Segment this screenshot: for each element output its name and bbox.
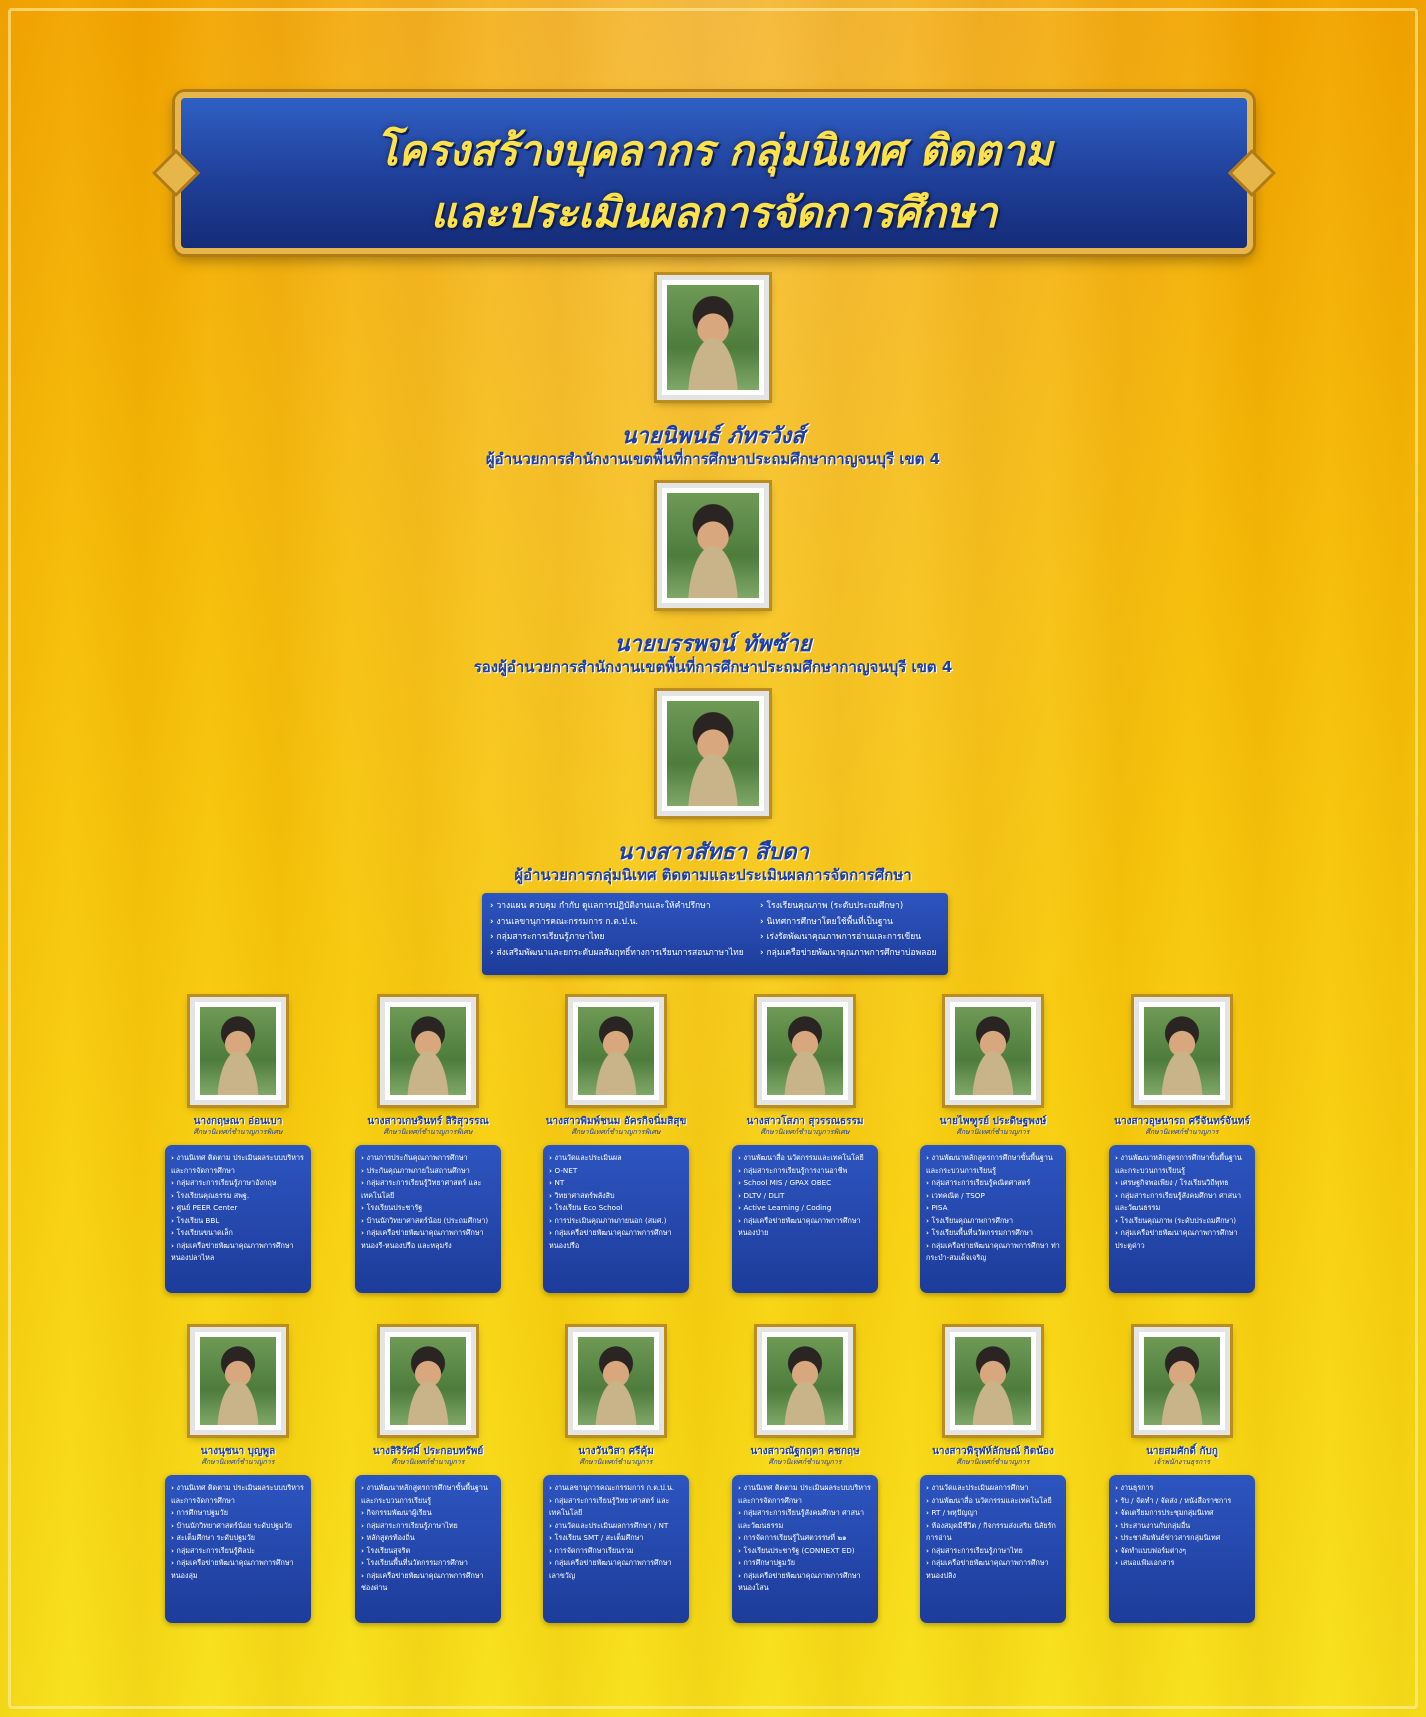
staff-name: นางสาวอุษนารถ ศรีจันทร์จันทร์ (1114, 1116, 1250, 1127)
duty-item: › ประสานงานกับกลุ่มอื่น (1115, 1520, 1249, 1533)
executive-title: ผู้อำนวยการสำนักงานเขตพื้นที่การศึกษาประถมศึกษากาญจนบุรี เขต 4 (485, 450, 941, 468)
staff-photo (1134, 1327, 1230, 1435)
portrait-image (667, 701, 759, 806)
duties-list (926, 1482, 1060, 1582)
staff-position: ศึกษานิเทศก์ชำนาญการ (201, 1458, 275, 1466)
duty-item: › NT (549, 1177, 683, 1190)
duty-item: › กลุ่มสาระการเรียนรู้ภาษาไทย (926, 1545, 1060, 1558)
duties-left-list (490, 899, 760, 969)
duty-item: › กลุ่มสาระการเรียนรู้ภาษาไทย (490, 930, 760, 946)
duty-item: › โรงเรียนขนาดเล็ก (171, 1227, 305, 1240)
executive-photo (657, 691, 769, 816)
staff-position: ศึกษานิเทศก์ชำนาญการ (768, 1458, 842, 1466)
duty-item: › สะเต็มศึกษา ระดับปฐมวัย (171, 1532, 305, 1545)
staff-photo (757, 997, 853, 1105)
staff-photo (757, 1327, 853, 1435)
duty-item: › ห้องสมุดมีชีวิต / กิจกรรมส่งเสริม นิสัยรักการอ่าน (926, 1520, 1060, 1545)
duty-item: › กลุ่มเครือข่ายพัฒนาคุณภาพการศึกษา หนองปลิง (926, 1557, 1060, 1582)
duty-item: › งานเลขานุการคณะกรรมการ ก.ต.ป.น. (490, 915, 760, 931)
duties-list (171, 1482, 305, 1582)
duties-list (549, 1152, 683, 1252)
duties-list (1115, 1152, 1249, 1252)
duty-item: › DLTV / DLIT (738, 1190, 872, 1203)
portrait-image (767, 1007, 843, 1095)
staff-duties-card (165, 1145, 311, 1293)
staff-duties-card (732, 1475, 878, 1623)
duty-item: › โรงเรียน SMT / สะเต็มศึกษา (549, 1532, 683, 1545)
duty-item: › งานพัฒนาหลักสูตรการศึกษาขั้นพื้นฐาน และกระบวนการเรียนรู้ (1115, 1152, 1249, 1177)
portrait-image (390, 1007, 466, 1095)
staff-photo (190, 1327, 286, 1435)
duty-item: › โรงเรียนคุณภาพ (ระดับประถมศึกษา) (1115, 1215, 1249, 1228)
staff-photo (1134, 997, 1230, 1105)
staff-duties-card (543, 1475, 689, 1623)
duty-item: › กิจกรรมพัฒนาผู้เรียน (361, 1507, 495, 1520)
duties-list (738, 1152, 872, 1240)
staff-photo (945, 1327, 1041, 1435)
duty-item: › โรงเรียนคุณภาพ (ระดับประถมศึกษา) (760, 899, 940, 915)
duty-item: › งานพัฒนาสื่อ นวัตกรรมและเทคโนโลยี (926, 1495, 1060, 1508)
duty-item: › กลุ่มเครือข่ายพัฒนาคุณภาพการศึกษา หนองปรือ (549, 1227, 683, 1252)
staff-name: นายสมศักดิ์ กับกู (1146, 1446, 1218, 1457)
staff-duties-card (920, 1475, 1066, 1623)
duty-item: › การศึกษาปฐมวัย (738, 1557, 872, 1570)
staff-duties-card (1109, 1475, 1255, 1623)
duty-item: › โรงเรียนประชารัฐ (CONNEXT ED) (738, 1545, 872, 1558)
duty-item: › เวทคณิต / TSOP (926, 1190, 1060, 1203)
duty-item: › โรงเรียนพื้นที่นวัตกรรมการศึกษา (361, 1557, 495, 1570)
duty-item: › School MIS / GPAX OBEC (738, 1177, 872, 1190)
duty-item: › โรงเรียน Eco School (549, 1202, 683, 1215)
executive-name: นางสาวสัทธา สืบดา (617, 840, 809, 865)
duties-list (549, 1482, 683, 1582)
duty-item: › โรงเรียน BBL (171, 1215, 305, 1228)
staff-position: ศึกษานิเทศก์ชำนาญการ (579, 1458, 653, 1466)
duty-item: › การประเมินคุณภาพภายนอก (สมศ.) (549, 1215, 683, 1228)
duty-item: › กลุ่มสาระการเรียนรู้การงานอาชีพ (738, 1165, 872, 1178)
duty-item: › Active Learning / Coding (738, 1202, 872, 1215)
duty-item: › กลุ่มสาระการเรียนรู้วิทยาศาสตร์ และเทคโนโลยี (549, 1495, 683, 1520)
staff-name: นางสิริรัศมิ์ ประกอบทรัพย์ (372, 1446, 484, 1457)
duties-list (926, 1152, 1060, 1265)
portrait-image (955, 1007, 1031, 1095)
staff-duties-card (355, 1145, 501, 1293)
portrait-image (667, 285, 759, 390)
duty-item: › งานวัดและประเมินผล (549, 1152, 683, 1165)
staff-photo (380, 1327, 476, 1435)
executive-photo (657, 483, 769, 608)
staff-position: ศึกษานิเทศก์ชำนาญการพิเศษ (193, 1128, 283, 1136)
duty-item: › หลักสูตรท้องถิ่น (361, 1532, 495, 1545)
staff-position: ศึกษานิเทศก์ชำนาญการพิเศษ (383, 1128, 473, 1136)
duty-item: › เศรษฐกิจพอเพียง / โรงเรียนวิถีพุทธ (1115, 1177, 1249, 1190)
duty-item: › งานวัดและประเมินผลการศึกษา (926, 1482, 1060, 1495)
duty-item: › จัดทำแบบฟอร์มต่างๆ (1115, 1545, 1249, 1558)
duty-item: › ประชาสัมพันธ์ข่าวสารกลุ่มนิเทศ (1115, 1532, 1249, 1545)
portrait-image (767, 1337, 843, 1425)
duties-list (361, 1482, 495, 1595)
staff-name: นางวันวิสา ศรีคุ้ม (578, 1446, 654, 1457)
staff-name: นายไพฑูรย์ ประดิษฐพงษ์ (939, 1116, 1047, 1127)
duty-item: › โรงเรียนพื้นที่นวัตกรรมการศึกษา (926, 1227, 1060, 1240)
duty-item: › PISA (926, 1202, 1060, 1215)
banner-title-line2: และประเมินผลการจัดการศึกษา (430, 188, 998, 237)
duty-item: › ประกันคุณภาพภายในสถานศึกษา (361, 1165, 495, 1178)
portrait-image (200, 1337, 276, 1425)
staff-duties-card (543, 1145, 689, 1293)
duty-item: › กลุ่มสาระการเรียนรู้ภาษาอังกฤษ (171, 1177, 305, 1190)
staff-name: นางสาวพิมพ์ชนม อัครกิจนิ่มสิสุข (545, 1116, 687, 1127)
staff-name: นางสาวเกษรินทร์ สิริสุวรรณ (367, 1116, 489, 1127)
duty-item: › โรงเรียนคุณธรรม สพฐ. (171, 1190, 305, 1203)
duty-item: › เสนอแฟ้มเอกสาร (1115, 1557, 1249, 1570)
duty-item: › กลุ่มเครือข่ายพัฒนาคุณภาพการศึกษา ประตูด่าว (1115, 1227, 1249, 1252)
duties-right-list (760, 899, 940, 969)
staff-photo (380, 997, 476, 1105)
portrait-image (955, 1337, 1031, 1425)
duty-item: › กลุ่มเครือข่ายพัฒนาคุณภาพการศึกษา หนองลุ่ม (171, 1557, 305, 1582)
duty-item: › RT / พหุปัญญา (926, 1507, 1060, 1520)
staff-position: ศึกษานิเทศก์ชำนาญการ (956, 1458, 1030, 1466)
portrait-image (1144, 1337, 1220, 1425)
duty-item: › งานนิเทศ ติดตาม ประเมินผลระบบบริหาร และการจัดการศึกษา (171, 1152, 305, 1177)
staff-photo (568, 1327, 664, 1435)
staff-name: นางกฤษณา อ่อนเบา (193, 1116, 283, 1127)
duty-item: › กลุ่มเครือข่ายพัฒนาคุณภาพการศึกษา หนองปลาไหล (171, 1240, 305, 1265)
staff-name: นางสาวโสภา สุวรรณธรรม (746, 1116, 864, 1127)
duty-item: › งานวัดและประเมินผลการศึกษา / NT (549, 1520, 683, 1533)
executive-name: นายบรรพจน์ ทัพซ้าย (614, 632, 812, 657)
staff-duties-card (732, 1145, 878, 1293)
staff-duties-card (1109, 1145, 1255, 1293)
executive-title: รองผู้อำนวยการสำนักงานเขตพื้นที่การศึกษาประถมศึกษากาญจนบุรี เขต 4 (473, 658, 953, 676)
duty-item: › จัดเตรียมการประชุมกลุ่มนิเทศ (1115, 1507, 1249, 1520)
staff-photo (568, 997, 664, 1105)
staff-position: ศึกษานิเทศก์ชำนาญการพิเศษ (760, 1128, 850, 1136)
duty-item: › O-NET (549, 1165, 683, 1178)
title-banner (175, 92, 1253, 254)
staff-name: นางสาวณัฐกฤตา คชกฤษ (750, 1446, 860, 1457)
staff-position: เจ้าพนักงานธุรการ (1153, 1458, 1211, 1466)
portrait-image (1144, 1007, 1220, 1095)
duty-item: › กลุ่มเครือข่ายพัฒนาคุณภาพการศึกษา หนองโสน (738, 1570, 872, 1595)
duty-item: › การจัดการศึกษาเรียนรวม (549, 1545, 683, 1558)
duty-item: › การจัดการเรียนรู้ในศตวรรษที่ ๒๑ (738, 1532, 872, 1545)
duty-item: › งานเลขานุการคณะกรรมการ ก.ต.ป.น. (549, 1482, 683, 1495)
duty-item: › งานนิเทศ ติดตาม ประเมินผลระบบบริหาร และการจัดการศึกษา (738, 1482, 872, 1507)
staff-name: นางนุชนา บุญพูล (200, 1446, 276, 1457)
duty-item: › นิเทศการศึกษาโดยใช้พื้นที่เป็นฐาน (760, 915, 940, 931)
portrait-image (667, 493, 759, 598)
duties-list (171, 1152, 305, 1265)
duty-item: › บ้านนักวิทยาศาสตร์น้อย ระดับปฐมวัย (171, 1520, 305, 1533)
duty-item: › กลุ่มเครือข่ายพัฒนาคุณภาพการศึกษา ช่องด่าน (361, 1570, 495, 1595)
duty-item: › กลุ่มสาระการเรียนรู้สังคมศึกษา ศาสนา และวัฒนธรรม (1115, 1190, 1249, 1215)
portrait-image (390, 1337, 466, 1425)
duty-item: › โรงเรียนสุจริต (361, 1545, 495, 1558)
duty-item: › การศึกษาปฐมวัย (171, 1507, 305, 1520)
duty-item: › งานการประกันคุณภาพการศึกษา (361, 1152, 495, 1165)
duty-item: › โรงเรียนคุณภาพการศึกษา (926, 1215, 1060, 1228)
duty-item: › กลุ่มสาระการเรียนรู้คณิตศาสตร์ (926, 1177, 1060, 1190)
executive-photo (657, 275, 769, 400)
duty-item: › กลุ่มสาระการเรียนรู้ภาษาไทย (361, 1520, 495, 1533)
duty-item: › กลุ่มเครือข่ายพัฒนาคุณภาพการศึกษา หนองรี-หนองปรือ และหลุมรัง (361, 1227, 495, 1252)
staff-position: ศึกษานิเทศก์ชำนาญการพิเศษ (571, 1128, 661, 1136)
duty-item: › บ้านนักวิทยาศาสตร์น้อย (ประถมศึกษา) (361, 1215, 495, 1228)
director-duties-box (482, 893, 948, 975)
staff-photo (945, 997, 1041, 1105)
banner-title-line1: โครงสร้างบุคลากร กลุ่มนิเทศ ติดตาม (375, 126, 1053, 175)
duty-item: › กลุ่มเครือข่ายพัฒนาคุณภาพการศึกษา หนองป่าย (738, 1215, 872, 1240)
duty-item: › เร่งรัดพัฒนาคุณภาพการอ่านและการเขียน (760, 930, 940, 946)
duty-item: › ส่งเสริมพัฒนาและยกระดับผลสัมฤทธิ์ทางการเรียนการสอนภาษาไทย (490, 946, 760, 962)
duty-item: › กลุ่มเครือข่ายพัฒนาคุณภาพการศึกษา ท่ากระบำ-สมเด็จเจริญ (926, 1240, 1060, 1265)
duty-item: › งานธุรการ (1115, 1482, 1249, 1495)
portrait-image (200, 1007, 276, 1095)
duties-list (1115, 1482, 1249, 1570)
staff-photo (190, 997, 286, 1105)
staff-position: ศึกษานิเทศก์ชำนาญการ (391, 1458, 465, 1466)
duty-item: › ศูนย์ PEER Center (171, 1202, 305, 1215)
staff-duties-card (355, 1475, 501, 1623)
staff-duties-card (920, 1145, 1066, 1293)
duty-item: › งานพัฒนาหลักสูตรการศึกษาขั้นพื้นฐาน และกระบวนการเรียนรู้ (926, 1152, 1060, 1177)
duty-item: › กลุ่มสาระการเรียนรู้ศิลปะ (171, 1545, 305, 1558)
staff-duties-card (165, 1475, 311, 1623)
duty-item: › กลุ่มสาระการเรียนรู้สังคมศึกษา ศาสนา และวัฒนธรรม (738, 1507, 872, 1532)
duties-list (738, 1482, 872, 1595)
duty-item: › กลุ่มเครือข่ายพัฒนาคุณภาพการศึกษา เลาขวัญ (549, 1557, 683, 1582)
duty-item: › กลุ่มเครือข่ายพัฒนาคุณภาพการศึกษาบ่อพลอย (760, 946, 940, 962)
duty-item: › โรงเรียนประชารัฐ (361, 1202, 495, 1215)
staff-name: นางสาวพิรุฬห์ลักษณ์ กิตน้อง (932, 1446, 1054, 1457)
staff-position: ศึกษานิเทศก์ชำนาญการ (1145, 1128, 1219, 1136)
duty-item: › กลุ่มสาระการเรียนรู้วิทยาศาสตร์ และเทคโนโลยี (361, 1177, 495, 1202)
duty-item: › วิทยาศาสตร์พลังสิบ (549, 1190, 683, 1203)
duty-item: › งานนิเทศ ติดตาม ประเมินผลระบบบริหาร และการจัดการศึกษา (171, 1482, 305, 1507)
portrait-image (578, 1337, 654, 1425)
duty-item: › งานพัฒนาสื่อ นวัตกรรมและเทคโนโลยี (738, 1152, 872, 1165)
staff-position: ศึกษานิเทศก์ชำนาญการ (956, 1128, 1030, 1136)
duties-list (361, 1152, 495, 1252)
executive-name: นายนิพนธ์ ภัทรวังส์ (621, 424, 805, 449)
duty-item: › วางแผน ควบคุม กำกับ ดูแลการปฏิบัติงานและให้คำปรึกษา (490, 899, 760, 915)
duty-item: › รับ / จัดทำ / จัดส่ง / หนังสือราชการ (1115, 1495, 1249, 1508)
duty-item: › งานพัฒนาหลักสูตรการศึกษาขั้นพื้นฐาน และกระบวนการเรียนรู้ (361, 1482, 495, 1507)
executive-title: ผู้อำนวยการกลุ่มนิเทศ ติดตามและประเมินผลการจัดการศึกษา (514, 866, 912, 884)
portrait-image (578, 1007, 654, 1095)
